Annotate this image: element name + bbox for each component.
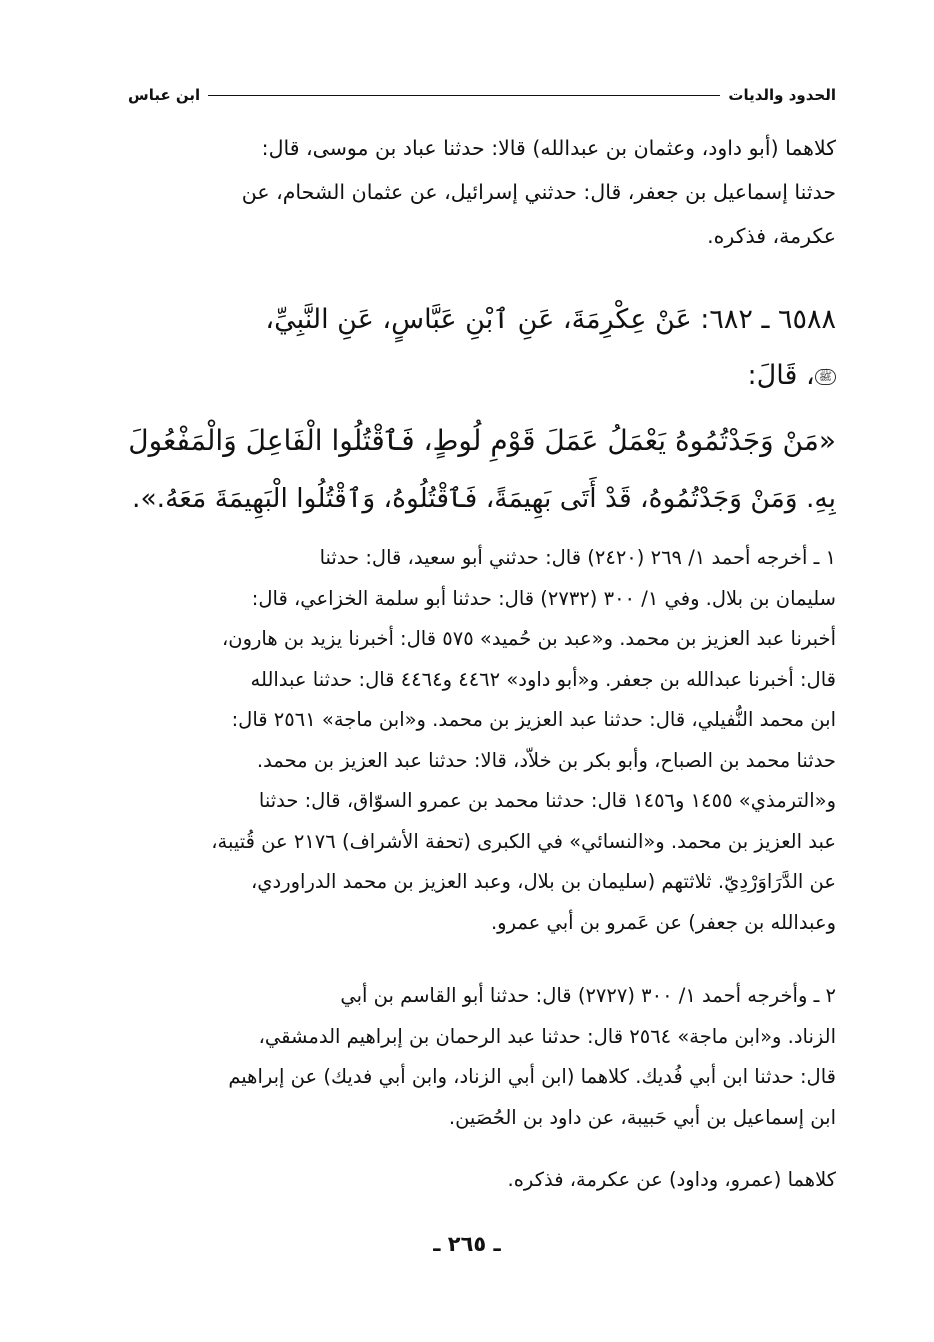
hadith-matn: [128, 412, 836, 528]
note-line: وعبدالله بن جعفر) عن عَمرو بن أبي عمرو.: [490, 910, 836, 934]
note-line: قال: أخبرنا عبدالله بن جعفر. و«أبو داود» ٤٤٦٢ و٤٤٦٤ قال: حدثنا عبدالله: [250, 667, 836, 691]
note-line: عن الدَّرَاوَرْدِيّ. ثلاثتهم (سليمان بن بلال، وعبد العزيز بن محمد الدراوردي،: [250, 870, 836, 893]
hadith-number-line: ٦٥٨٨ ـ ٦٨٢: عَنْ عِكْرِمَةَ، عَنِ ٱبْنِ عَبَّاسٍ، عَنِ النَّبِيِّ،: [265, 304, 836, 335]
book-title: الحدود والديات: [728, 86, 836, 104]
hadith-heading: [128, 292, 836, 404]
note-line: ٢ ـ وأخرجه أحمد ١/ ٣٠٠ (٢٧٢٧) قال: حدثنا أبو القاسم بن أبي: [340, 984, 836, 1007]
note-line: قال: حدثنا ابن أبي فُديك. كلاهما (ابن أبي الزناد، وابن أبي فديك) عن إبراهيم: [228, 1065, 836, 1088]
intro-paragraph: [128, 126, 836, 258]
note-line: و«الترمذي» ١٤٥٥ و١٤٥٦ قال: حدثنا محمد بن عمرو السوّاق، قال: حدثنا: [258, 789, 836, 812]
note-line: عبد العزيز بن محمد. و«النسائي» في الكبرى (تحفة الأشراف) ٢١٧٦ عن قُتيبة،: [211, 829, 836, 853]
matn-line: بِهِ. وَمَنْ وَجَدْتُمُوهُ، قَدْ أَتَى بَهِيمَةً، فَٱقْتُلُوهُ، وَٱقْتُلُوا الْبَهِيمَةَ مَعَهُ.».: [132, 483, 836, 514]
matn-line: «مَنْ وَجَدْتُمُوهُ يَعْمَلُ عَمَلَ قَوْمِ لُوطٍ، فَٱقْتُلُوا الْفَاعِلَ وَالْمَفْعُولَ: [128, 424, 836, 457]
text-line: عكرمة، فذكره.: [707, 224, 836, 248]
section-title: ابن عباس: [128, 86, 201, 104]
qala-text: ، قَالَ:: [747, 360, 815, 391]
closing-paragraph: [128, 1160, 836, 1200]
takhrij-note-2: [128, 976, 836, 1138]
takhrij-note-1: [128, 538, 836, 943]
note-line: سليمان بن بلال. وفي ١/ ٣٠٠ (٢٧٣٢) قال: حدثنا أبو سلمة الخزاعي، قال:: [251, 586, 836, 610]
note-line: حدثنا محمد بن الصباح، وأبو بكر بن خلاّد، قالا: حدثنا عبد العزيز بن محمد.: [256, 748, 836, 772]
note-line: ١ ـ أخرجه أحمد ١/ ٢٦٩ (٢٤٢٠) قال: حدثني أبو سعيد، قال: حدثنا: [319, 546, 836, 569]
note-line: ابن محمد النُّفيلي، قال: حدثنا عبد العزيز بن محمد. و«ابن ماجة» ٢٥٦١ قال:: [231, 708, 836, 731]
salawat-seal-icon: ﷺ: [815, 369, 836, 385]
note-line: أخبرنا عبد العزيز بن محمد. و«عبد بن حُميد» ٥٧٥ قال: أخبرنا يزيد بن هارون،: [221, 627, 836, 650]
page-number: ـ ٢٦٥ ـ: [433, 1232, 501, 1256]
note-line: الزناد. و«ابن ماجة» ٢٥٦٤ قال: حدثنا عبد الرحمان بن إبراهيم الدمشقي،: [258, 1024, 836, 1048]
closing-line: كلاهما (عمرو، وداود) عن عكرمة، فذكره.: [507, 1168, 836, 1191]
note-line: ابن إسماعيل بن أبي حَبيبة، عن داود بن الحُصَين.: [448, 1105, 836, 1129]
text-line: كلاهما (أبو داود، وعثمان بن عبدالله) قالا: حدثنا عباد بن موسى، قال:: [261, 136, 836, 160]
header-rule: [208, 95, 720, 96]
text-line: حدثنا إسماعيل بن جعفر، قال: حدثني إسرائيل، عن عثمان الشحام، عن: [241, 180, 836, 204]
running-header: [128, 82, 836, 108]
hadith-qala-line: [128, 348, 836, 404]
